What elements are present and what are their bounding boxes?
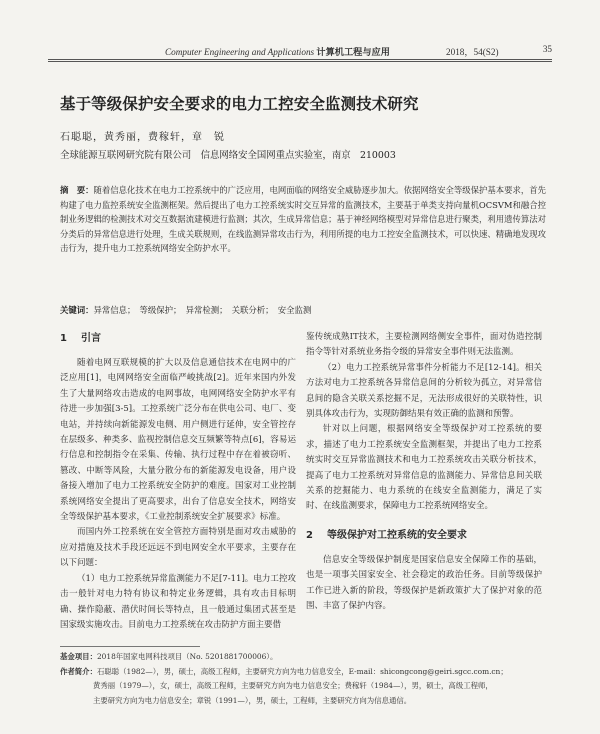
paragraph: 信息安全等级保护制度是国家信息安全保障工作的基础，也是一项事关国家安全、社会稳定的政治任务。目前等级保护工作已进入新的阶段，等级保护是新政策扩大了保护对象的范围、丰富了保护内容。 — [306, 554, 542, 612]
fund-note — [60, 650, 546, 665]
paragraph: （1）电力工控系统异常监测能力不足[7-11]。电力工控攻击一般针对电力特有协议和特定业务逻辑，具有攻击目标明确、操作隐蔽、潜伏时间长等特点，且一般通过集团式甚至是国家级实施攻击。目前电力工控系统在攻击防护方面主要借 — [60, 573, 296, 630]
running-header — [48, 44, 552, 58]
paper-title: 基于等级保护安全要求的电力工控安全监测技术研究 — [60, 95, 419, 113]
author-list: 石聪聪，黄秀丽，费稼轩，章 锐 — [60, 132, 225, 143]
author-note — [60, 665, 546, 680]
fund-label: 基金项目： — [60, 652, 97, 661]
journal-name-cn: 计算机工程与应用 — [316, 47, 390, 58]
abstract — [60, 183, 546, 256]
section-number: 1 — [60, 333, 67, 344]
paragraph: 鉴传统成熟IT技术，主要检测网络侧安全事件，面对伪造控制指令等针对系统业务指令级的异常安全事件则无法监测。 — [306, 332, 542, 358]
left-column — [60, 330, 296, 633]
fund-text: 2018年国家电网科技项目（No. 5201881700006）。 — [96, 652, 278, 661]
right-column — [306, 330, 542, 615]
spacer — [306, 515, 542, 527]
paragraph: 针对以上问题，根据网络安全等级保护对工控系统的要求，描述了电力工控系统安全监测框架，并提出了电力工控系统实时交互异常监测技术和电力工控系统攻击关联分析技术，提高了电力工控系统对异常信息的监测能力、异常信息间关联关系的挖掘能力、电力系统的在线安全监测能力，满足了实时、在线监测要求，保障电力工控系统网络安全。 — [306, 424, 542, 512]
section-heading-security — [306, 527, 542, 545]
keywords-text: 异常信息； 等级保护； 异常检测； 关联分析； 安全监测 — [93, 305, 312, 315]
footnote-rule — [60, 646, 200, 647]
section-number: 2 — [306, 529, 313, 541]
author-bio-label: 作者简介： — [60, 666, 97, 676]
footnotes — [60, 650, 546, 708]
section-heading-intro — [60, 330, 296, 348]
page-number: 35 — [542, 44, 552, 54]
affiliation: 全球能源互联网研究院有限公司 信息网络安全国网重点实验室，南京 210003 — [60, 150, 396, 161]
volume-issue: 2018，54(S2) — [446, 47, 499, 57]
paragraph: （2）电力工控系统异常事件分析能力不足[12-14]。相关方法对电力工控系统各异常信息间的分析较为孤立，对异常信息间的隐含关联关系挖掘不足，无法形成很好的关联特性，识别具体攻击行为，实现防御结果有效正确的监测和预警。 — [306, 362, 542, 420]
author-bio-line: 黄秀丽（1979—），女，硕士，高级工程师，主要研究方向为电力信息安全；费稼轩（1984—），男，硕士，高级工程师， — [93, 681, 493, 691]
header-rule-top — [48, 59, 552, 60]
keywords-label: 关键词： — [60, 305, 94, 315]
abstract-text: 随着信息化技术在电力工控系统中的广泛应用，电网面临的网络安全威胁逐步加大。依据网络安全等级保护基本要求，首先构建了电力监控系统安全监测框架。然后提出了电力工控系统实时交互异常的监测技术，主要基于单类支持向量机OCSVM和融合控制业务逻辑的检测技术对交互数据流建模进行监测；其次，生成异常信息；基于神经网络模型对异常信息进行聚类，利用遗传算法对分类后的异常信息进行处理，生成关联规则，在线监测异常攻击行为，利用所提的电力工控安全监测技术，可以快速、精确地发现攻击行为，提升电力工控系统网络安全防护水平。 — [60, 185, 547, 254]
section-title: 引言 — [80, 333, 101, 344]
paragraph: 随着电网互联规模的扩大以及信息通信技术在电网中的广泛应用[1]，电网网络安全面临严峻挑战[2]。近年来国内外发生了大量网络攻击造成的电网事故，电网网络安全防护水平有待进一步加强[3-5]。工控系统广泛分布在供电公司、电厂、变电站，并持续向新能源发电侧、用户侧进行延伸，安全管控存在层级多、种类多、监视控制信息交互频繁等特点[6]，容易运行信息和控制指令在采集、传输、执行过程中存在着被窃听、篡改、中断等风险，大量分散分布的新能源发电设备，用户设备接入增加了电力工控系统安全防护的难度。国家对工业控制系统网络安全提出了更高要求，出台了信息安全技术，网络安全等级保护基本要求，《工业控制系统安全扩展要求》标准。 — [60, 358, 296, 523]
section-title: 等级保护对工控系统的安全要求 — [326, 529, 467, 541]
abstract-label: 摘 要： — [60, 185, 94, 195]
author-bio-line: 主要研究方向为电力信息安全；章锐（1991—），男，硕士，工程师，主要研究方向为信息通信。 — [93, 695, 412, 705]
journal-name: Computer Engineering and Applications 计算机工程与应用 — [165, 47, 390, 58]
author-bio-line: 石聪聪（1982—），男，硕士，高级工程师，主要研究方向为电力信息安全，E-mail：shicongcong@geiri.sgcc.com.cn； — [96, 666, 508, 676]
header-rule-bottom — [48, 61, 552, 62]
keywords — [60, 303, 546, 317]
paragraph: 而国内外工控系统在安全管控方面特别是面对攻击威胁的应对措施及技术手段还远远不到电网安全水平要求，主要存在以下问题： — [60, 527, 296, 569]
